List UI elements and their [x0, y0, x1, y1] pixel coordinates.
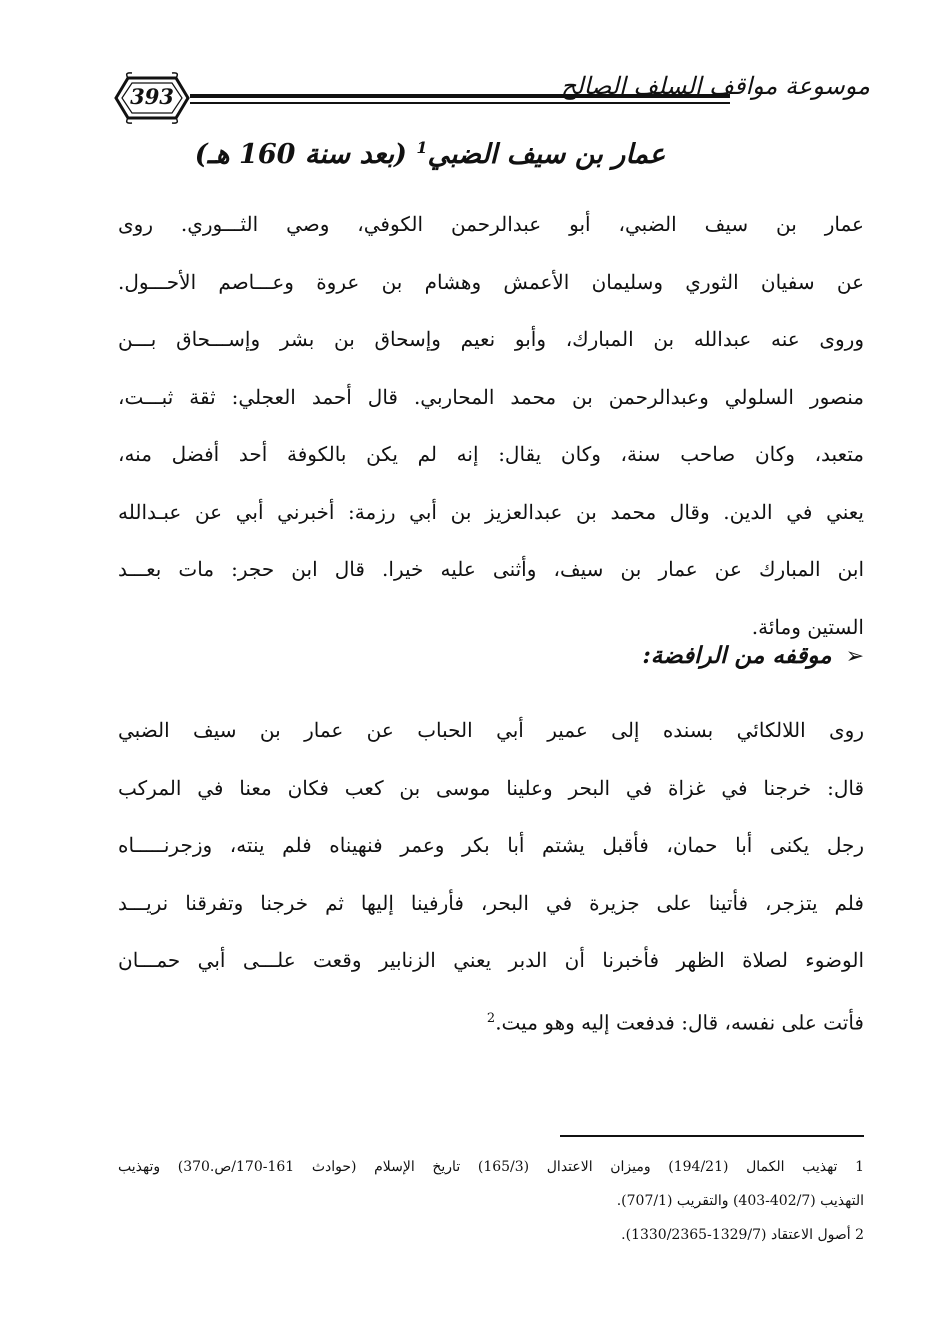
text-line: ابن المبارك عن عمار بن سيف، وأثنى عليه خيرا. قال ابن حجر: مات بعـــد	[118, 557, 864, 581]
text-line: فلم يتزجر، فأتينا على جزيرة في البحر، فأرفينا إليها ثم خرجنا وتفرقنا نريـــد	[118, 890, 864, 915]
entry-date: (بعد سنة 160 هـ)	[194, 139, 407, 170]
footnote-separator	[560, 1135, 864, 1137]
page-number-badge	[110, 70, 194, 126]
series-title: موسوعة مواقف السلف الصالح	[560, 72, 870, 100]
footnote-line: التهذيب (402/7-403) والتقريب (707/1).	[616, 1193, 864, 1209]
text-line: عن سفيان الثوري وسليمان الأعمش وهشام بن عروة وعـــاصم الأحـــول.	[118, 269, 864, 294]
text-line: منصور السلولي وعبدالرحمن بن محمد المحاربي. قال أحمد العجلي: ثقة ثبـــت،	[118, 384, 864, 409]
text-line: الستين ومائة.	[751, 614, 864, 639]
text-line: رجل يكنى أبا حمان، فأقبل يشتم أبا بكر وعمر فنهيناه فلم ينته، وزجرنـــــاه	[118, 833, 864, 857]
text-line: قال: خرجنا في غزاة في البحر وعلينا موسى بن كعب فكان معنا في المركب	[118, 775, 865, 800]
text-line: عمار بن سيف الضبي، أبو عبدالرحمن الكوفي، وصي الثـــوري. روى	[118, 212, 864, 236]
footnote-line: 1 تهذيب الكمال (194/21) وميزان الاعتدال (165/3) تاريخ الإسلام (حوادث 161-170/ص.370) وتهذيب	[118, 1159, 864, 1175]
subheading-text: موقفه من الرافضة:	[642, 642, 832, 669]
text-line-content: فأتت على نفسه، قال: فدفعت إليه وهو ميت.	[495, 1010, 864, 1035]
text-line	[118, 990, 864, 1048]
text-line: متعبد، وكان صاحب سنة، وكان يقال: إنه لم يكن بالكوفة أحد أفضل منه،	[118, 442, 864, 466]
page-header	[110, 70, 870, 132]
footnote-line: 2 أصول الاعتقاد (1329/7-1330/2365).	[621, 1227, 864, 1243]
footnote-ref-2: 2	[486, 1010, 496, 1026]
footnotes	[118, 1150, 864, 1252]
footnote-ref-1: 1	[416, 138, 428, 157]
arrow-bullet-icon: ➢	[845, 644, 864, 669]
text-line: وروى عنه عبدالله بن المبارك، وأبو نعيم وإسحاق بن بشر وإســـحاق بـــن	[118, 327, 864, 351]
biography-paragraph	[118, 196, 864, 656]
section-subheading	[420, 642, 864, 690]
text-line: روى اللالكائي بسنده إلى عمير أبي الحباب عن عمار بن سيف الضبي	[118, 718, 864, 742]
text-line: يعني في الدين. وقال محمد بن عبدالعزيز بن أبي رزمة: أخبرني أبي عن عبـدالله	[118, 499, 864, 524]
page-number: 393	[130, 84, 174, 109]
story-paragraph	[118, 702, 864, 1047]
entry-name: عمار بن سيف الضبي	[427, 139, 666, 170]
text-line: الوضوء لصلاة الظهر فأخبرنا أن الدبر يعني الزنابير وقعت علـــى أبي حمـــان	[118, 948, 864, 972]
entry-heading	[150, 138, 710, 188]
